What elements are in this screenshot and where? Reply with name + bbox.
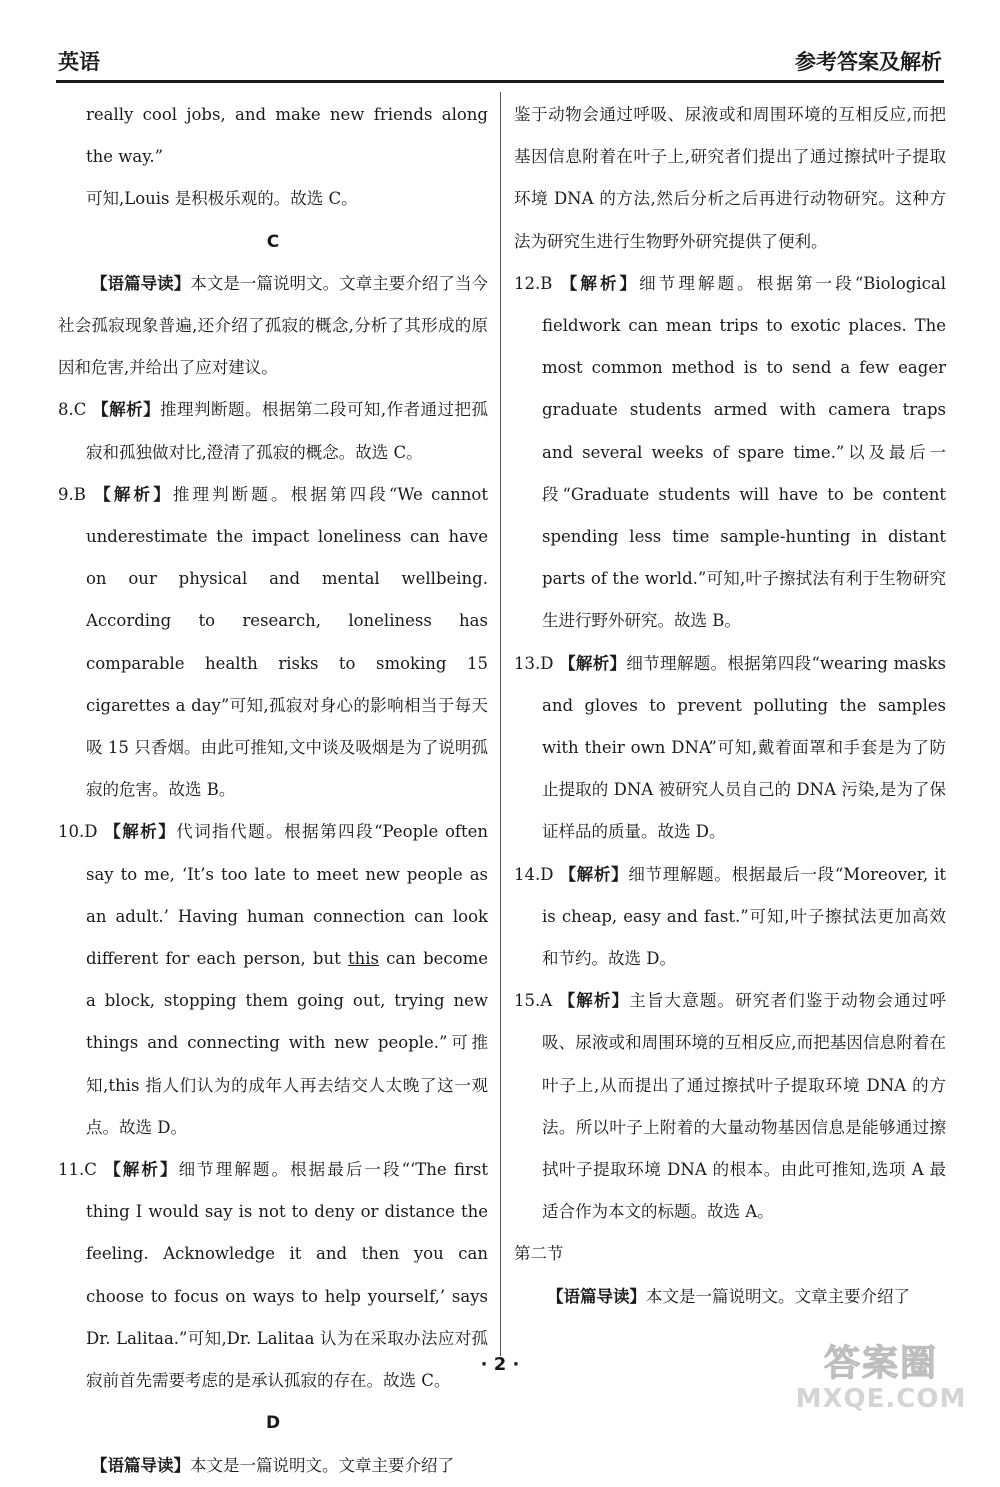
answer-number: 8.C bbox=[58, 400, 87, 420]
intro-tag: 【语篇导读】 bbox=[547, 1286, 646, 1306]
answer-text: 代词指代题。根据第四段“People often say to me, ‘It’s too late to meet new people as an adult.’ Having human connection can look different for each person, but bbox=[86, 822, 489, 969]
answer-item-10 bbox=[58, 811, 488, 1149]
header-rule bbox=[56, 80, 944, 83]
answer-text-continued: can become a block, stopping them going out, trying new things and connecting with new people.”可推知,this 指人们认为的成年人再去结交人太晚了这一观点。故选 D。 bbox=[86, 949, 488, 1137]
answer-text: 推理判断题。根据第二段可知,作者通过把孤寂和孤独做对比,澄清了孤寂的概念。故选 C。 bbox=[86, 400, 488, 462]
answer-number: 13.D bbox=[514, 653, 554, 673]
continued-answer: 可知,Louis 是积极乐观的。故选 C。 bbox=[86, 189, 358, 209]
page-header bbox=[58, 42, 942, 76]
analysis-tag: 【解析】 bbox=[560, 273, 640, 293]
intro-tag: 【语篇导读】 bbox=[91, 273, 191, 293]
right-column bbox=[514, 94, 946, 1318]
answer-item-15 bbox=[514, 980, 946, 1233]
analysis-tag: 【解析】 bbox=[559, 653, 627, 673]
answer-number: 12.B bbox=[514, 273, 553, 293]
intro-text: 本文是一篇说明文。文章主要介绍了当今社会孤寂现象普遍,还介绍了孤寂的概念,分析了其形成的原因和危害,并给出了应对建议。 bbox=[58, 273, 489, 378]
continued-quote: really cool jobs, and make new friends along the way.” bbox=[86, 105, 488, 167]
answer-text: 细节理解题。根据第四段“wearing masks and gloves to prevent polluting the samples with their own DNA”可知,戴着面罩和手套是为了防止提取的 DNA 被研究人员自己的 DNA 污染,是为了保证样品的质量。故选 D。 bbox=[542, 653, 946, 842]
analysis-tag: 【解析】 bbox=[104, 1160, 179, 1180]
answer-item-8 bbox=[58, 389, 488, 473]
intro-text: 本文是一篇说明文。文章主要介绍了 bbox=[646, 1286, 910, 1306]
analysis-tag: 【解析】 bbox=[558, 991, 630, 1011]
analysis-tag: 【解析】 bbox=[104, 822, 177, 842]
subject-title: 英语 bbox=[58, 50, 100, 74]
answer-item-9 bbox=[58, 474, 488, 812]
page-number: · 2 · bbox=[480, 1354, 520, 1375]
answer-text: 推理判断题。根据第四段“We cannot underestimate the impact loneliness can have on our physical and mental wellbeing. According to research, loneliness has comparable health risks to smoking 15 cigarettes a day”可知,孤寂对身心的影响相当于每天吸 15 只香烟。由此可推知,文中谈及吸烟是为了说明孤寂的危害。故选 B。 bbox=[86, 484, 488, 800]
column-divider bbox=[500, 92, 501, 1356]
answer-text: 细节理解题。根据最后一段“Moreover, it is cheap, easy and fast.”可知,叶子擦拭法更加高效和节约。故选 D。 bbox=[542, 864, 946, 969]
answer-item-13 bbox=[514, 643, 946, 854]
answer-number: 14.D bbox=[514, 864, 554, 884]
passage-intro-d-continued: 鉴于动物会通过呼吸、尿液或和周围环境的互相反应,而把基因信息附着在叶子上,研究者们提出了通过擦拭叶子提取环境 DNA 的方法,然后分析之后再进行动物研究。这种方法为研究生进行生物野外研究提供了便利。 bbox=[514, 105, 946, 251]
intro-text: 本文是一篇说明文。文章主要介绍了 bbox=[190, 1455, 454, 1475]
answer-text: 主旨大意题。研究者们鉴于动物会通过呼吸、尿液或和周围环境的互相反应,而把基因信息附着在叶子上,从而提出了通过擦拭叶子提取环境 DNA 的方法。所以叶子上附着的大量动物基因信息是能够通过擦拭叶子提取环境 DNA 的根本。由此可推知,选项 A 最适合作为本文的标题。故选 A。 bbox=[542, 991, 947, 1222]
passage-intro-part2 bbox=[514, 1276, 946, 1318]
analysis-tag: 【解析】 bbox=[94, 484, 173, 504]
answer-number: 11.C bbox=[58, 1160, 97, 1180]
answer-text: 细节理解题。根据第一段“Biological fieldwork can mean trips to exotic places. The most common method is to send a few eager graduate students armed with camera traps and several weeks of spare time.”以及最后一段“Graduate students will have to be content spending less time sample-hunting in distant parts of the world.”可知,叶子擦拭法有利于生物研究生进行野外研究。故选 B。 bbox=[542, 273, 946, 631]
answer-number: 9.B bbox=[58, 484, 86, 504]
section-heading-c: C bbox=[266, 231, 280, 252]
left-column bbox=[58, 94, 488, 1487]
section-heading-d: D bbox=[265, 1413, 281, 1434]
site-watermark bbox=[776, 1343, 986, 1418]
answer-item-12 bbox=[514, 263, 946, 643]
underlined-word: this bbox=[347, 949, 379, 969]
intro-tag: 【语篇导读】 bbox=[91, 1455, 190, 1475]
section-title: 参考答案及解析 bbox=[795, 50, 942, 74]
answer-item-14 bbox=[514, 854, 946, 981]
answer-text: 细节理解题。根据最后一段“‘The first thing I would say is not to deny or distance the feeling. Acknowledge it and then you can choose to focus on ways to help yourself,’ says Dr. Lalitaa.”可知,Dr. Lalitaa 认为在采取办法应对孤寂前首先需要考虑的是承认孤寂的存在。故选 C。 bbox=[86, 1160, 488, 1391]
answer-number: 15.A bbox=[514, 991, 553, 1011]
watermark-logo-text: 答案圈 bbox=[823, 1343, 938, 1384]
passage-intro-d bbox=[58, 1445, 488, 1487]
analysis-tag: 【解析】 bbox=[559, 864, 629, 884]
analysis-tag: 【解析】 bbox=[92, 400, 161, 420]
passage-intro-c bbox=[58, 263, 488, 390]
watermark-url: MXQE.COM bbox=[795, 1384, 967, 1414]
answer-number: 10.D bbox=[58, 822, 98, 842]
section-heading-part2: 第二节 bbox=[514, 1244, 564, 1264]
